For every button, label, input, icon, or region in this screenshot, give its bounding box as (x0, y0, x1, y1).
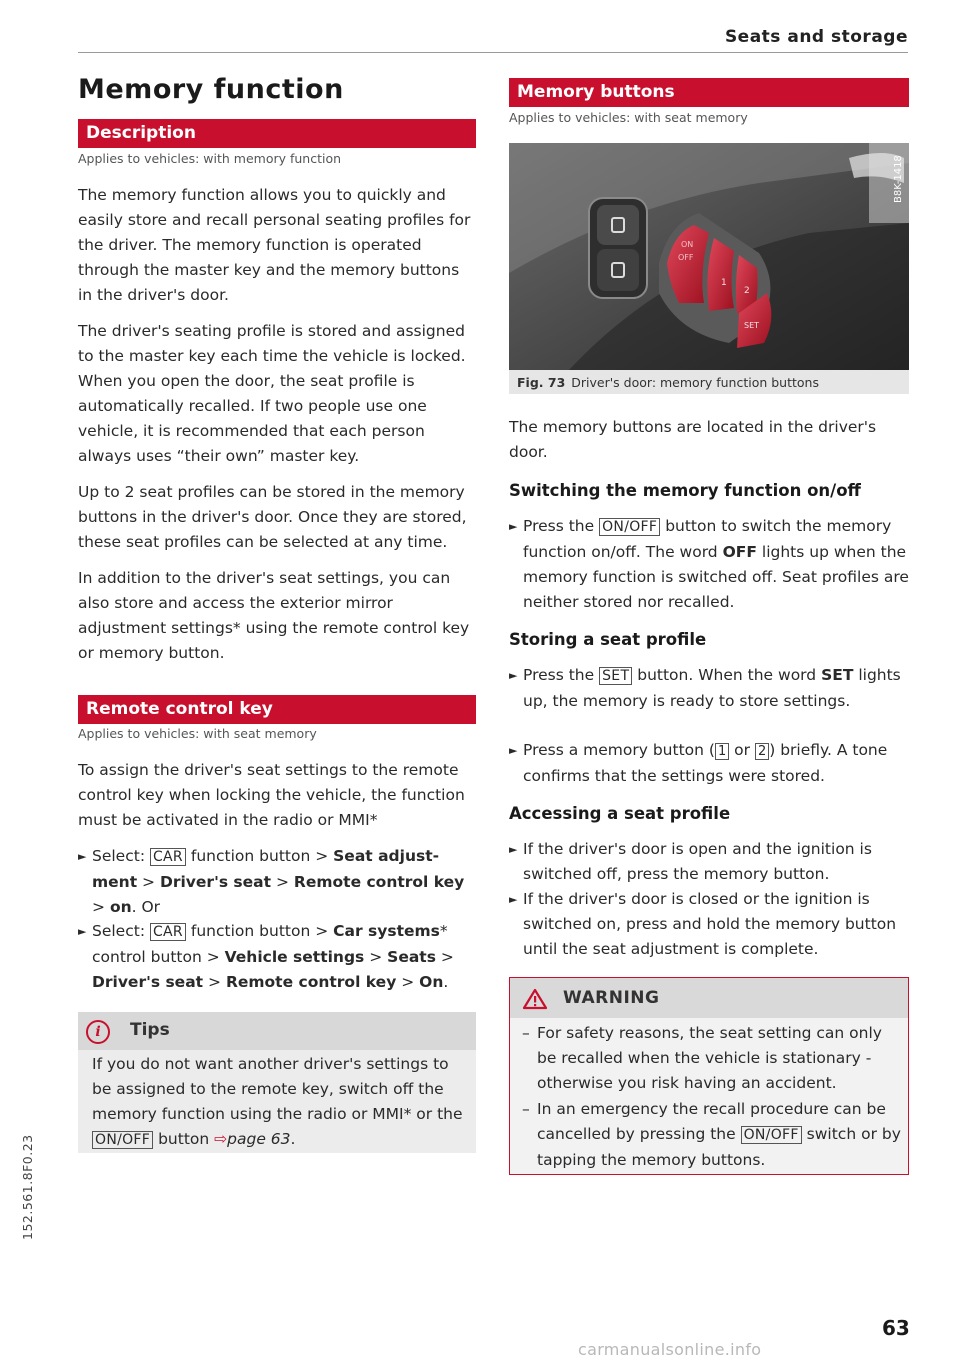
info-icon: i (86, 1020, 110, 1044)
running-head: Seats and storage (724, 27, 908, 47)
set-key: SET (599, 667, 632, 685)
button-2-label: 2 (744, 286, 750, 296)
memory-intro: The memory buttons are located in the driver's door. (509, 418, 877, 461)
list-item: ► If the driver's door is closed or the ignition is switched on, press and hold the memory button until the seat adjustment is complete. (509, 887, 909, 962)
subheading: Accessing a seat profile (509, 804, 731, 823)
bullet-marker: ► (509, 669, 518, 682)
tips-header (78, 1012, 476, 1050)
section-heading-description: Description (78, 119, 476, 148)
list-item: ► Press the ON/OFF button to switch the memory function on/off. The word OFF lights up when the memory function is switched off. Seat profiles are neither stored nor recalled. (509, 514, 909, 615)
tips-text: If you do not want another driver's settings to be assigned to the remote key, switch off the memory function using the radio or MMI* or the ON/OFF button ⇨page 63. (92, 1055, 463, 1148)
button-1-label: 1 (721, 278, 727, 288)
car-key: CAR (150, 923, 186, 941)
section-heading-remote: Remote control key (78, 695, 476, 724)
applies-note: Applies to vehicles: with seat memory (509, 110, 748, 125)
warning-box (509, 977, 909, 1175)
list-item: ► Press the SET button. When the word SET lights up, the memory is ready to store settings. (509, 663, 909, 714)
bullet-marker: ► (509, 520, 518, 533)
on-label: ON (681, 240, 694, 249)
memory-key-2: 2 (755, 743, 769, 760)
door-panel-illustration (509, 143, 909, 370)
on-off-key: ON/OFF (599, 518, 660, 536)
memory-buttons-figure (509, 143, 909, 370)
paragraph: The memory function allows you to quickly and easily store and recall personal seating profiles for the driver. The memory function is operated through the master key and the memory buttons in the driver's door. (78, 186, 471, 304)
list-item: – In an emergency the recall procedure can be cancelled by pressing the ON/OFF switch or by tapping the memory buttons. (510, 1097, 906, 1173)
applies-note: Applies to vehicles: with seat memory (78, 726, 317, 741)
applies-note: Applies to vehicles: with memory function (78, 151, 342, 166)
section-heading-memory-buttons: Memory buttons (509, 78, 909, 107)
dash-marker: – (522, 1100, 530, 1118)
bullet-marker: ► (509, 843, 518, 856)
warning-title: WARNING (563, 988, 660, 1008)
bullet-marker: ► (509, 893, 518, 906)
list-item: – For safety reasons, the seat setting can only be recalled when the vehicle is stationary - otherwise you risk having an accident. (510, 1021, 906, 1096)
page-reference-link[interactable]: page 63 (227, 1130, 291, 1148)
remote-intro: To assign the driver's seat settings to the remote control key when locking the vehicle, the function must be activated in the radio or MMI* (78, 761, 465, 829)
bullet-marker: ► (78, 925, 87, 938)
paragraph: In addition to the driver's seat settings, you can also store and access the exterior mirror adjustment settings* using the remote control key or memory button. (78, 569, 470, 662)
on-off-key: ON/OFF (92, 1131, 153, 1149)
chapter-title: Memory function (78, 74, 344, 105)
description-text (78, 183, 476, 666)
lock-button-group (589, 198, 647, 298)
bullet-marker: ► (78, 850, 87, 863)
watermark: carmanualsonline.info (578, 1340, 762, 1359)
list-item: ► Select: CAR function button > Car systems* control button > Vehicle settings > Seats > Driver's seat > Remote control key > On. (78, 919, 476, 995)
on-off-key: ON/OFF (741, 1126, 802, 1144)
paragraph: The driver's seating profile is stored and assigned to the master key each time the vehicle is locked. When you open the door, the seat profile is automatically recalled. If two people use one vehicle, it is recommended that each person always uses “their own” master key. (78, 322, 466, 465)
warning-header (510, 978, 908, 1018)
off-label: OFF (678, 253, 694, 262)
header-rule (78, 52, 908, 53)
set-label: SET (744, 321, 760, 330)
tips-title: Tips (130, 1020, 170, 1040)
dash-marker: – (522, 1024, 530, 1042)
tips-box (78, 1012, 476, 1153)
figure-caption: Fig. 73 Driver's door: memory function buttons (509, 370, 909, 394)
paragraph: Up to 2 seat profiles can be stored in the memory buttons in the driver's door. Once they are stored, these seat profiles can be selected at any time. (78, 483, 467, 551)
car-key: CAR (150, 848, 186, 866)
warning-triangle-icon (522, 988, 548, 1010)
page-number: 63 (882, 1316, 910, 1340)
list-item: ► Press a memory button ( 1 or 2 ) briefly. A tone confirms that the settings were stored. (509, 738, 909, 789)
list-item: ► If the driver's door is open and the ignition is switched off, press the memory button. (509, 837, 909, 887)
document-code: 152.561.8F0.23 (20, 1134, 35, 1240)
memory-key-1: 1 (715, 743, 729, 760)
list-item: ► Select: CAR function button > Seat adjust-ment > Driver's seat > Remote control key > on. Or (78, 844, 476, 920)
bullet-marker: ► (509, 744, 518, 757)
arrow-right-icon: ⇨ (214, 1130, 228, 1148)
subheading: Storing a seat profile (509, 630, 707, 649)
subheading: Switching the memory function on/off (509, 481, 861, 500)
figure-code: B8K-1418 (893, 155, 904, 203)
